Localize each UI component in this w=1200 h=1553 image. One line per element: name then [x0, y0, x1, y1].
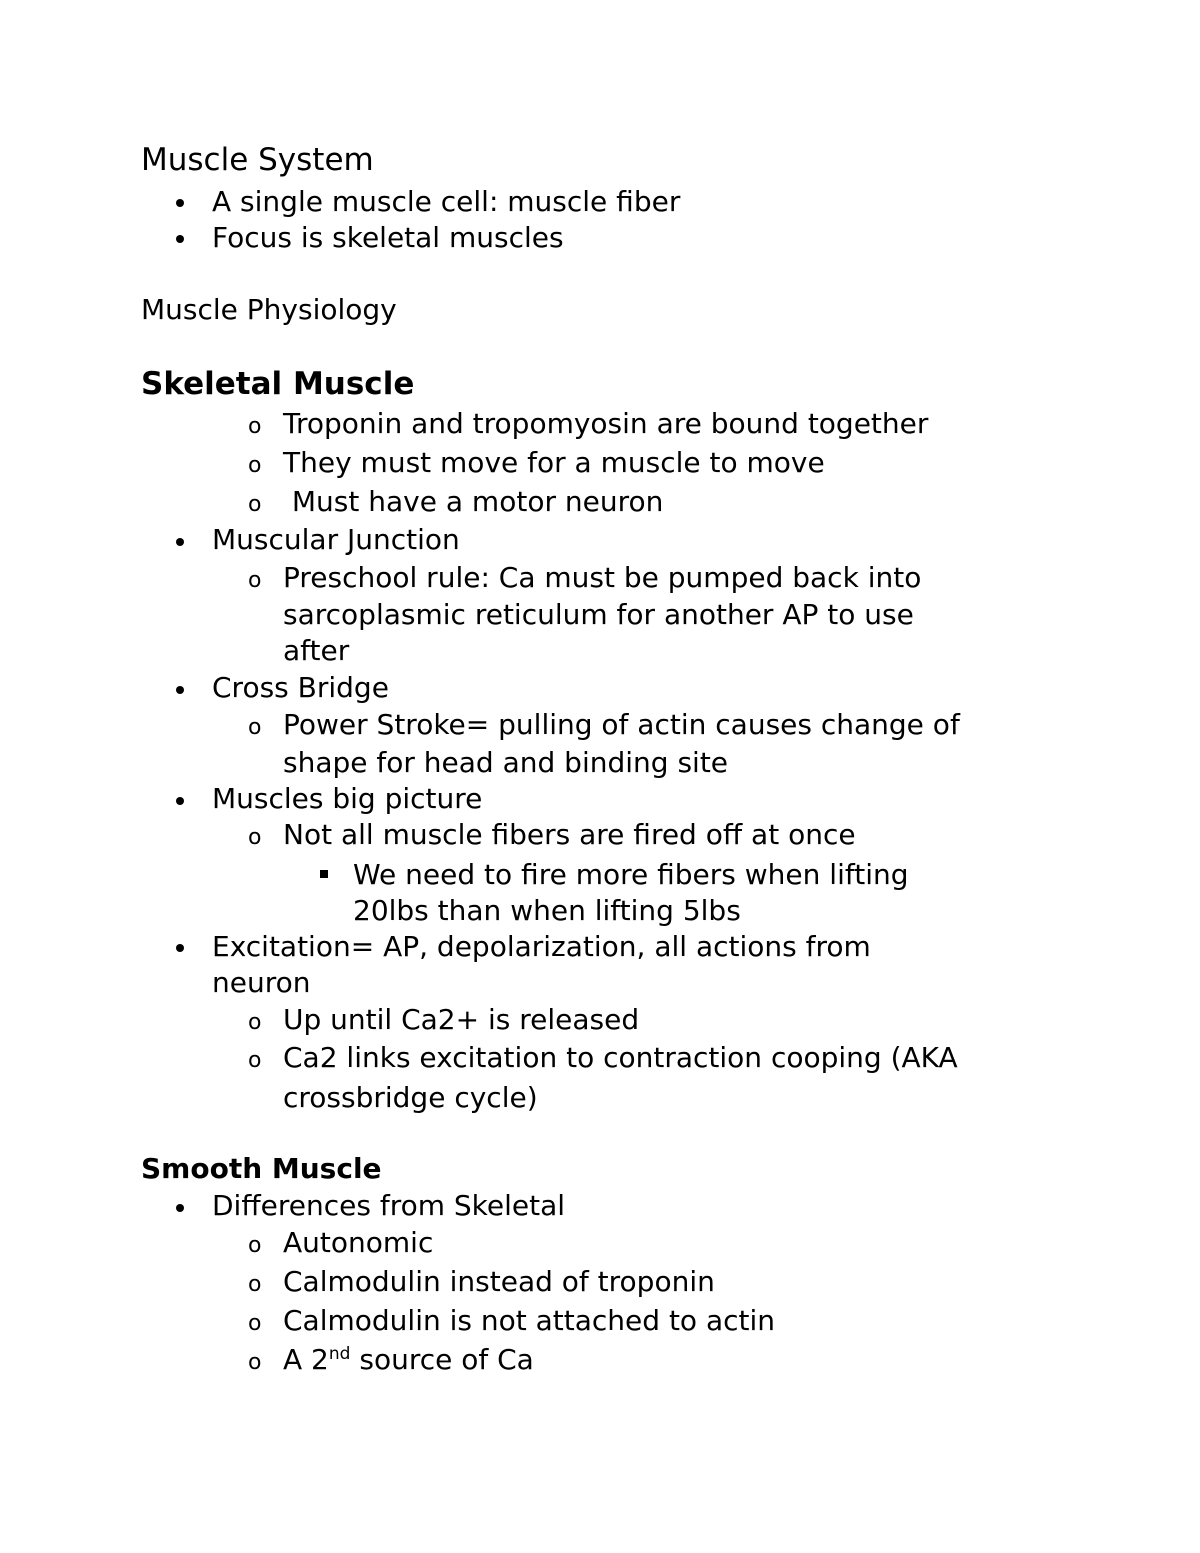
- cross-bridge-sub-line-1: Power Stroke= pulling of actin causes change of: [283, 708, 960, 741]
- differences-sub-2: Calmodulin instead of troponin: [283, 1265, 715, 1298]
- differences-sub-4: [283, 1341, 534, 1378]
- second-source-prefix: A 2: [283, 1343, 329, 1376]
- muscular-junction-sub-line-2: sarcoplasmic reticulum for another AP to use: [283, 598, 914, 631]
- square-bullet: [320, 870, 328, 878]
- big-picture-sub: Not all muscle fibers are fired off at once: [283, 818, 856, 851]
- physiology-title: Muscle Physiology: [141, 293, 397, 326]
- document-title: Muscle System: [141, 142, 374, 178]
- intro-bullet-1: A single muscle cell: muscle fiber: [212, 185, 681, 218]
- bullet-dot: [176, 944, 184, 952]
- bullet-dot: [176, 1204, 184, 1212]
- muscular-junction-sub-line-3: after: [283, 634, 350, 667]
- differences-sub-3: Calmodulin is not attached to actin: [283, 1304, 776, 1337]
- excitation-sub-2-line-1: Ca2 links excitation to contraction cooping (AKA: [283, 1041, 958, 1074]
- big-picture-label: Muscles big picture: [212, 782, 483, 815]
- skeletal-circle-1: Troponin and tropomyosin are bound together: [283, 407, 929, 440]
- skeletal-circle-3: Must have a motor neuron: [283, 485, 664, 518]
- circle-bullet: o: [248, 715, 262, 740]
- circle-bullet: o: [248, 825, 262, 850]
- circle-bullet: o: [248, 414, 262, 439]
- circle-bullet: o: [248, 1048, 262, 1073]
- smooth-heading: Smooth Muscle: [141, 1152, 382, 1185]
- intro-bullet-2: Focus is skeletal muscles: [212, 221, 564, 254]
- circle-bullet: o: [248, 1350, 262, 1375]
- skeletal-circle-2: They must move for a muscle to move: [283, 446, 825, 479]
- skeletal-heading: Skeletal Muscle: [141, 366, 415, 402]
- excitation-line-2: neuron: [212, 966, 311, 999]
- circle-bullet: o: [248, 1010, 262, 1035]
- cross-bridge-label: Cross Bridge: [212, 671, 389, 704]
- differences-sub-1: Autonomic: [283, 1226, 434, 1259]
- circle-bullet: o: [248, 1233, 262, 1258]
- bullet-dot: [176, 235, 184, 243]
- ordinal-superscript: nd: [328, 1344, 351, 1364]
- bullet-dot: [176, 797, 184, 805]
- circle-bullet: o: [248, 1311, 262, 1336]
- differences-label: Differences from Skeletal: [212, 1189, 566, 1222]
- cross-bridge-sub-line-2: shape for head and binding site: [283, 746, 729, 779]
- circle-bullet: o: [248, 568, 262, 593]
- circle-bullet: o: [248, 453, 262, 478]
- excitation-sub-2-line-2: crossbridge cycle): [283, 1081, 538, 1114]
- big-picture-subsub-line-1: We need to fire more fibers when lifting: [353, 858, 909, 891]
- circle-bullet: o: [248, 492, 262, 517]
- big-picture-subsub-line-2: 20lbs than when lifting 5lbs: [353, 894, 741, 927]
- bullet-dot: [176, 686, 184, 694]
- bullet-dot: [176, 199, 184, 207]
- excitation-line-1: Excitation= AP, depolarization, all actions from: [212, 930, 871, 963]
- bullet-dot: [176, 538, 184, 546]
- second-source-suffix: source of Ca: [350, 1343, 534, 1376]
- muscular-junction-sub-line-1: Preschool rule: Ca must be pumped back into: [283, 561, 922, 594]
- excitation-sub-1: Up until Ca2+ is released: [283, 1003, 640, 1036]
- muscular-junction-label: Muscular Junction: [212, 523, 460, 556]
- circle-bullet: o: [248, 1272, 262, 1297]
